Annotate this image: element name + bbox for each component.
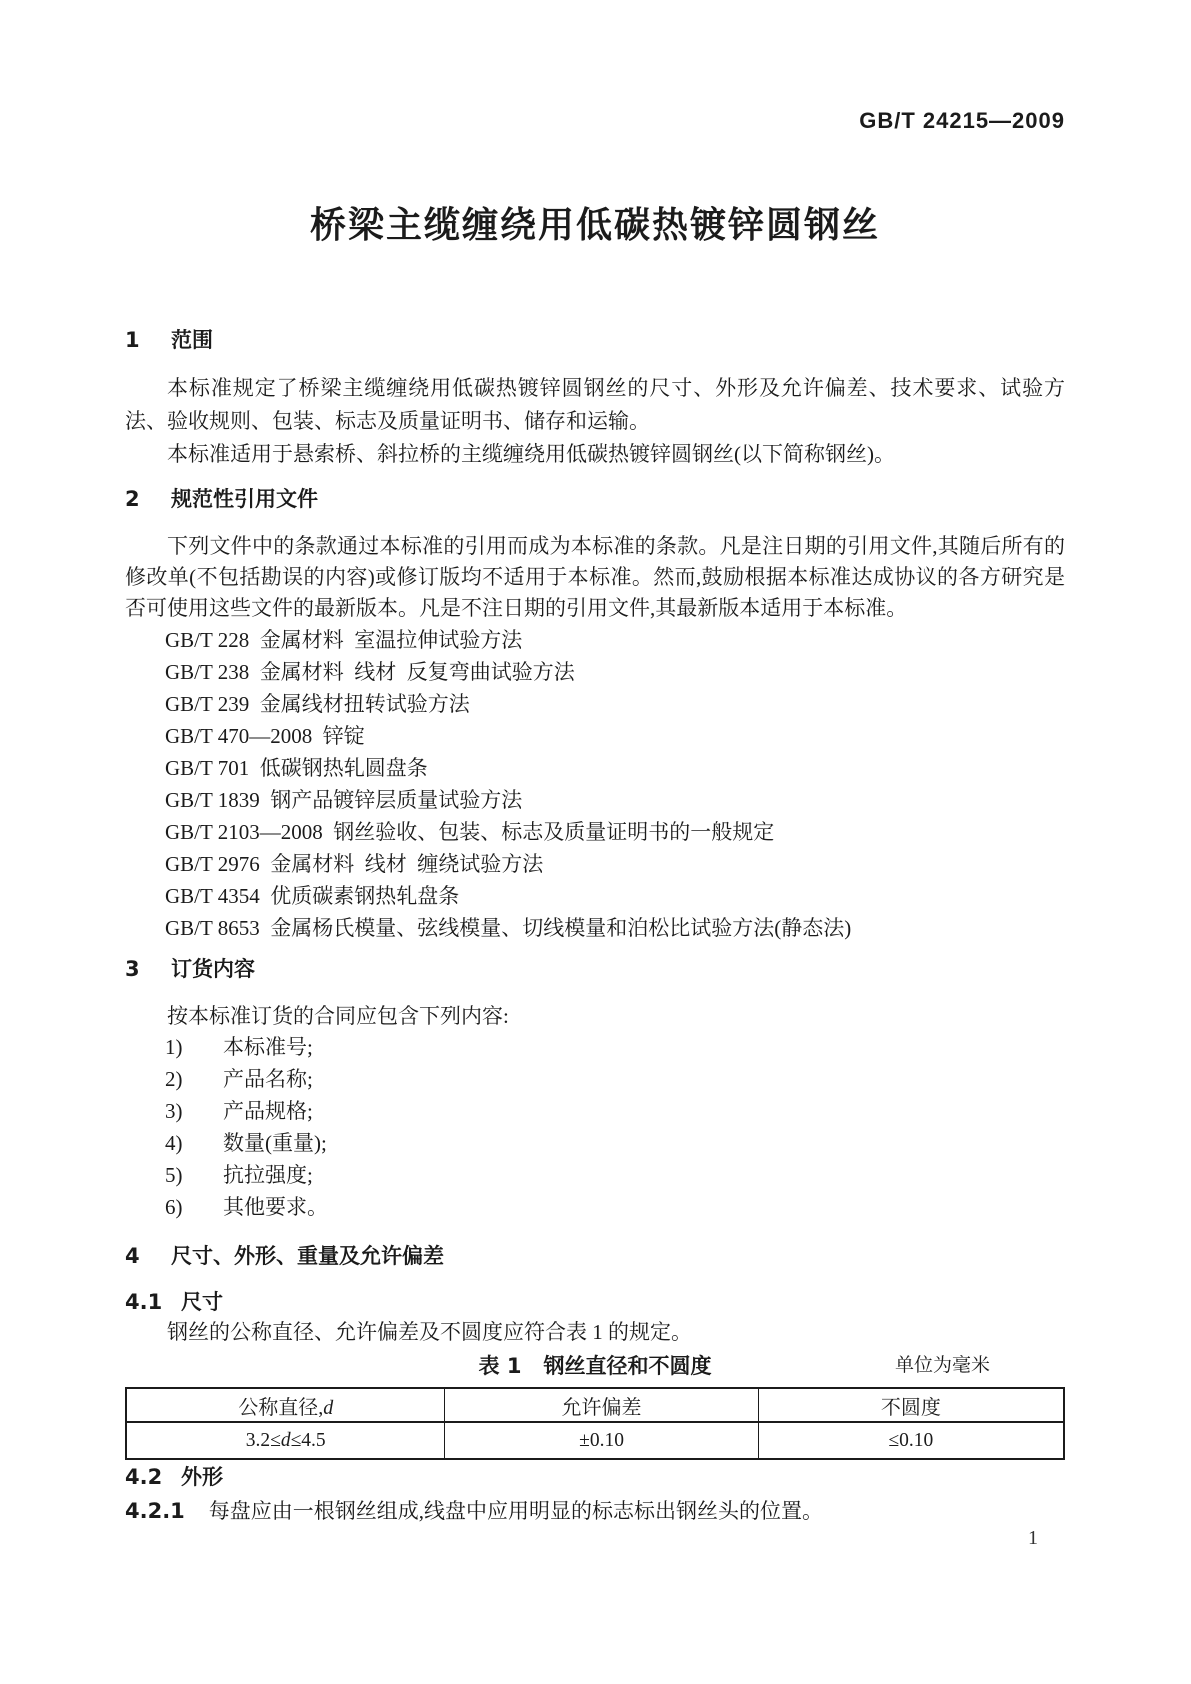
order-item [125, 1031, 1065, 1063]
normative-references-list [125, 624, 1065, 944]
section-1-title: 范围 [171, 328, 213, 352]
header-diameter-text: 公称直径, [238, 1396, 324, 1419]
page-number: 1 [1028, 1527, 1038, 1549]
table-1-caption-row [125, 1353, 1065, 1379]
section-3-title: 订货内容 [171, 957, 255, 981]
reference-item: GB/T 1839 钢产品镀锌层质量试验方法 [165, 788, 523, 812]
order-item-text: 数量(重量); [223, 1131, 327, 1155]
reference-item: GB/T 8653 金属杨氏模量、弦线模量、切线模量和泊松比试验方法(静态法) [165, 916, 852, 940]
section-1-body [125, 372, 1065, 471]
order-content-list [125, 1031, 1065, 1223]
section-4-number: 4 [125, 1244, 140, 1268]
reference-item: GB/T 701 低碳钢热轧圆盘条 [165, 756, 428, 780]
section-4-1-heading [125, 1290, 1065, 1314]
table-1-label: 表 1 [478, 1354, 522, 1378]
order-item-number: 3) [165, 1099, 183, 1123]
cell-diameter-post: ≤4.5 [290, 1429, 326, 1451]
standard-number: GB/T 24215—2009 [859, 108, 1065, 133]
table-1-header-row [126, 1388, 1064, 1422]
table-1-header-diameter [126, 1388, 445, 1422]
table-1-unit-note: 单位为毫米 [894, 1355, 990, 1376]
reference-item: GB/T 228 金属材料 室温拉伸试验方法 [165, 628, 523, 652]
document-title: 桥梁主缆缠绕用低碳热镀锌圆钢丝 [309, 205, 880, 246]
order-item-text: 产品名称; [223, 1067, 313, 1091]
order-item [125, 1063, 1065, 1095]
order-item-text: 产品规格; [223, 1099, 313, 1123]
section-3-heading [125, 957, 1065, 981]
paragraph: 本标准适用于悬索桥、斜拉桥的主缆缠绕用低碳热镀锌圆钢丝(以下简称钢丝)。 [167, 442, 895, 466]
section-4-2-heading [125, 1465, 1065, 1489]
section-2-title: 规范性引用文件 [171, 487, 318, 511]
section-2-heading [125, 487, 1065, 511]
order-item-number: 2) [165, 1067, 183, 1091]
cell-diameter-var: d [280, 1429, 291, 1451]
section-3-number: 3 [125, 957, 140, 981]
section-4-2-title: 外形 [181, 1465, 223, 1489]
section-2-number: 2 [125, 487, 140, 511]
order-item-number: 1) [165, 1035, 183, 1059]
table-1-cell-diameter [126, 1422, 445, 1459]
order-item [125, 1191, 1065, 1223]
order-item-text: 其他要求。 [223, 1195, 328, 1219]
order-item-number: 6) [165, 1195, 183, 1219]
reference-item: GB/T 238 金属材料 线材 反复弯曲试验方法 [165, 660, 575, 684]
reference-item: GB/T 2976 金属材料 线材 缠绕试验方法 [165, 852, 544, 876]
reference-item: GB/T 470—2008 锌锭 [165, 724, 365, 748]
order-item-number: 4) [165, 1131, 183, 1155]
reference-item: GB/T 4354 优质碳素钢热轧盘条 [165, 884, 460, 908]
order-item-text: 抗拉强度; [223, 1163, 313, 1187]
clause-4-2-1-number: 4.2.1 [125, 1499, 185, 1523]
order-item-text: 本标准号; [223, 1035, 313, 1059]
reference-item: GB/T 239 金属线材扭转试验方法 [165, 692, 470, 716]
paragraph: 本标准规定了桥梁主缆缠绕用低碳热镀锌圆钢丝的尺寸、外形及允许偏差、技术要求、试验方法、验收规则、包装、标志及质量证明书、储存和运输。 [125, 376, 1065, 433]
clause-4-2-1 [125, 1496, 1065, 1527]
order-item [125, 1127, 1065, 1159]
order-item-number: 5) [165, 1163, 183, 1187]
section-4-1-number: 4.1 [125, 1290, 163, 1314]
table-1-cell-ovality: ≤0.10 [758, 1422, 1064, 1459]
table-1-header-tolerance: 允许偏差 [445, 1388, 758, 1422]
section-4-2-number: 4.2 [125, 1465, 163, 1489]
section-4-heading [125, 1244, 1065, 1268]
order-item [125, 1159, 1065, 1191]
table-1-caption-text: 钢丝直径和不圆度 [543, 1354, 712, 1378]
table-1-cell-tolerance: ±0.10 [445, 1422, 758, 1459]
section-4-1-paragraph: 钢丝的公称直径、允许偏差及不圆度应符合表 1 的规定。 [167, 1320, 692, 1344]
cell-diameter-pre: 3.2≤ [245, 1429, 281, 1451]
section-4-title: 尺寸、外形、重量及允许偏差 [171, 1244, 444, 1268]
section-3-intro: 按本标准订货的合同应包含下列内容: [167, 1004, 509, 1028]
section-1-number: 1 [125, 328, 140, 352]
section-4-1-title: 尺寸 [181, 1290, 223, 1314]
table-1-header-ovality: 不圆度 [758, 1388, 1064, 1422]
header-diameter-var: d [323, 1396, 334, 1419]
section-1-heading [125, 328, 1065, 352]
table-1-wire-diameter [125, 1387, 1065, 1460]
clause-4-2-1-text: 每盘应由一根钢丝组成,线盘中应用明显的标志标出钢丝头的位置。 [208, 1499, 824, 1523]
page-content [125, 0, 1065, 1527]
order-item [125, 1095, 1065, 1127]
section-2-intro: 下列文件中的条款通过本标准的引用而成为本标准的条款。凡是注日期的引用文件,其随后所有的修改单(不包括勘误的内容)或修订版均不适用于本标准。然而,鼓励根据本标准达成协议的各方研究是否可使用这些文件的最新版本。凡是不注日期的引用文件,其最新版本适用于本标准。 [125, 534, 1065, 620]
reference-item: GB/T 2103—2008 钢丝验收、包装、标志及质量证明书的一般规定 [165, 820, 775, 844]
table-1-data-row [126, 1422, 1064, 1459]
